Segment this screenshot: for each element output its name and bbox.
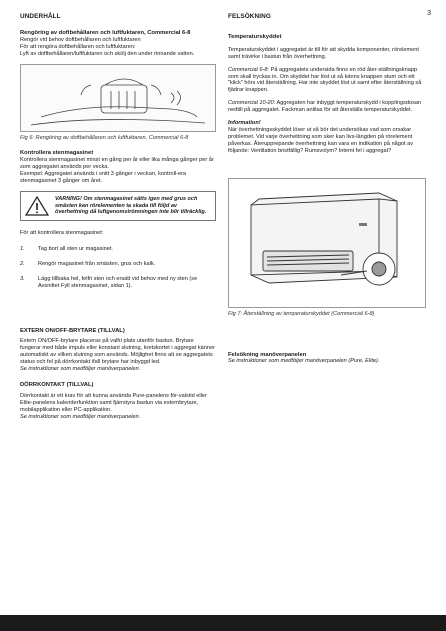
stones-title: Kontrollera stenmagasinet: [20, 150, 94, 157]
step-number: 3.: [20, 275, 25, 282]
extern-heading: EXTERN ON/OFF-BRYTARE (TILLVAL): [20, 327, 125, 334]
stones-example: Exempel: Aggregatet används i snitt 3 gånger i veckan, kontroll-era stenmagasinet 3 gånger om året.: [20, 171, 187, 185]
info-text: När överhettningsskyddet löser ut så bör det undersökas vad som orsakar problemet. Vid varje överhettning som sker kan livs-längden på rörelement påverkas. Återupprepande överhettning kan vara en indikation på något av följande: Ventilation bristfällig? Rumsvolym? Intemt fel i aggregat?: [228, 126, 414, 154]
step-number: 1.: [20, 245, 25, 252]
fragrance-container-icon: [21, 65, 215, 131]
cleaning-line-3: Lyft av doftbehållaren/luftfuktaren och skölj den under rinnande vatten.: [20, 50, 195, 57]
temp-text: Temperaturskyddet i aggregatet är till för att skydda komponenter, rörelement samt trävirke i bastun från överhettning.: [228, 46, 419, 60]
stones-intro: För att kontrollera stenmagasinet:: [20, 229, 104, 236]
warning-box: [20, 191, 216, 221]
extern-note: Se instruktioner som medföljer manöverpanelen.: [20, 366, 141, 373]
cleaning-line-1: Rengör vid behov doftbehållaren och luftfuktaren: [20, 36, 141, 43]
extern-text: Extern ON/OFF-brytare placeras på valfri plats utanför bastun. Brytare fungerar med både impuls eller konstant slutning, kretskortet i aggregat känner automatiskt av vilken slutning som används. Möjlighet finns att se aggregatets status och fel på dörrkontakt ifall brytare har inbyggd led.: [20, 338, 215, 366]
stones-text: Kontrollera stenmagasinet minst en gång per år eller lika många gånger per år som aggregatet används per vecka.: [20, 157, 214, 171]
panel-note: Se instruktioner som medföljer manöverpanelen (Pure, Elite).: [228, 358, 380, 365]
step-number: 2.: [20, 260, 25, 267]
door-heading: DÖRRKONTAKT (TILLVAL): [20, 381, 94, 388]
maintenance-heading: UNDERHÅLL: [20, 13, 61, 20]
step-text: Rengör magasinet från smästen, grus och kalk.: [38, 260, 156, 267]
cleaning-line-2: För att rengöra doftbehållaren och luftfuktaren:: [20, 43, 136, 50]
right-column: [228, 14, 428, 365]
step-text: Tag bort all sten ur magasinet.: [38, 245, 113, 252]
warning-text: VARNING! Om stenmagasinet sätts igen med grus och smästen kan rörelementen ta skada till följd av överhettning då luftgenomströmningen inte blir tillräcklig.: [55, 195, 207, 216]
figure-7-caption: Fig 7: Återställning av temperaturskyddet (Commercial 6-8): [228, 310, 375, 317]
door-note: Se instruktioner som medföljer manöverpanelen.: [20, 413, 141, 420]
temp-c1020: [228, 100, 428, 114]
c1020-text: Aggregaten har inbyggt temperaturskydd i kopplingsdosan nedtill på aggregatet. Fackman anlitas för att återställa temperaturskyddet.: [228, 100, 422, 114]
panel-title: Felsökning manöverpanelen: [228, 351, 307, 358]
warning-icon: [25, 196, 49, 216]
troubleshooting-heading: FELSÖKNING: [228, 13, 271, 20]
cleaning-title: Rengöring av doftbehållaren och luftfuktaren, Commercial 6-8: [20, 29, 191, 36]
heater-reset-icon: [229, 179, 425, 307]
figure-7-illustration: [228, 178, 426, 308]
figure-6-illustration: [20, 64, 216, 132]
info-title: Information!: [228, 120, 261, 127]
temp-title: Temperaturskyddet: [228, 33, 282, 40]
step-item: [20, 261, 216, 268]
temp-c68: [228, 67, 428, 95]
step-item: [20, 276, 216, 290]
page-number: 3: [427, 10, 431, 17]
c68-label: Commercial 6-8:: [228, 66, 270, 73]
page-footer-bar: [0, 615, 446, 631]
door-text: Dörrkontakt är ett krav för att kunna använda Pure-panelens för-valstid eller Elite-panelens kalenderfunktion samt fjärrstyra bastun via externbrytare, mobilapplikation eller PC-applikation.: [20, 392, 207, 413]
c68-text: På aggregatets undersida finns en röd åter-ställningsknapp som skall tryckas in. Om skyddet har löst ut så känns knappen stum och ett "klick" hörs vid återställning. Har inte skyddet löst ut samt efter återställning så fjädrar knappen.: [228, 66, 422, 94]
step-item: [20, 246, 216, 253]
step-text: Lägg tillbaka hel, felfri sten och ersätt vid behov med ny sten (se Avsnittet Fyll stenmagasinet, sidan 1).: [38, 275, 198, 289]
left-column: [20, 14, 216, 420]
c1020-label: Commercial 10-20:: [228, 100, 276, 107]
figure-6-caption: Fig 6: Rengöring av doftbehållaren och luftfuktaren, Commercial 6-8: [20, 134, 189, 141]
